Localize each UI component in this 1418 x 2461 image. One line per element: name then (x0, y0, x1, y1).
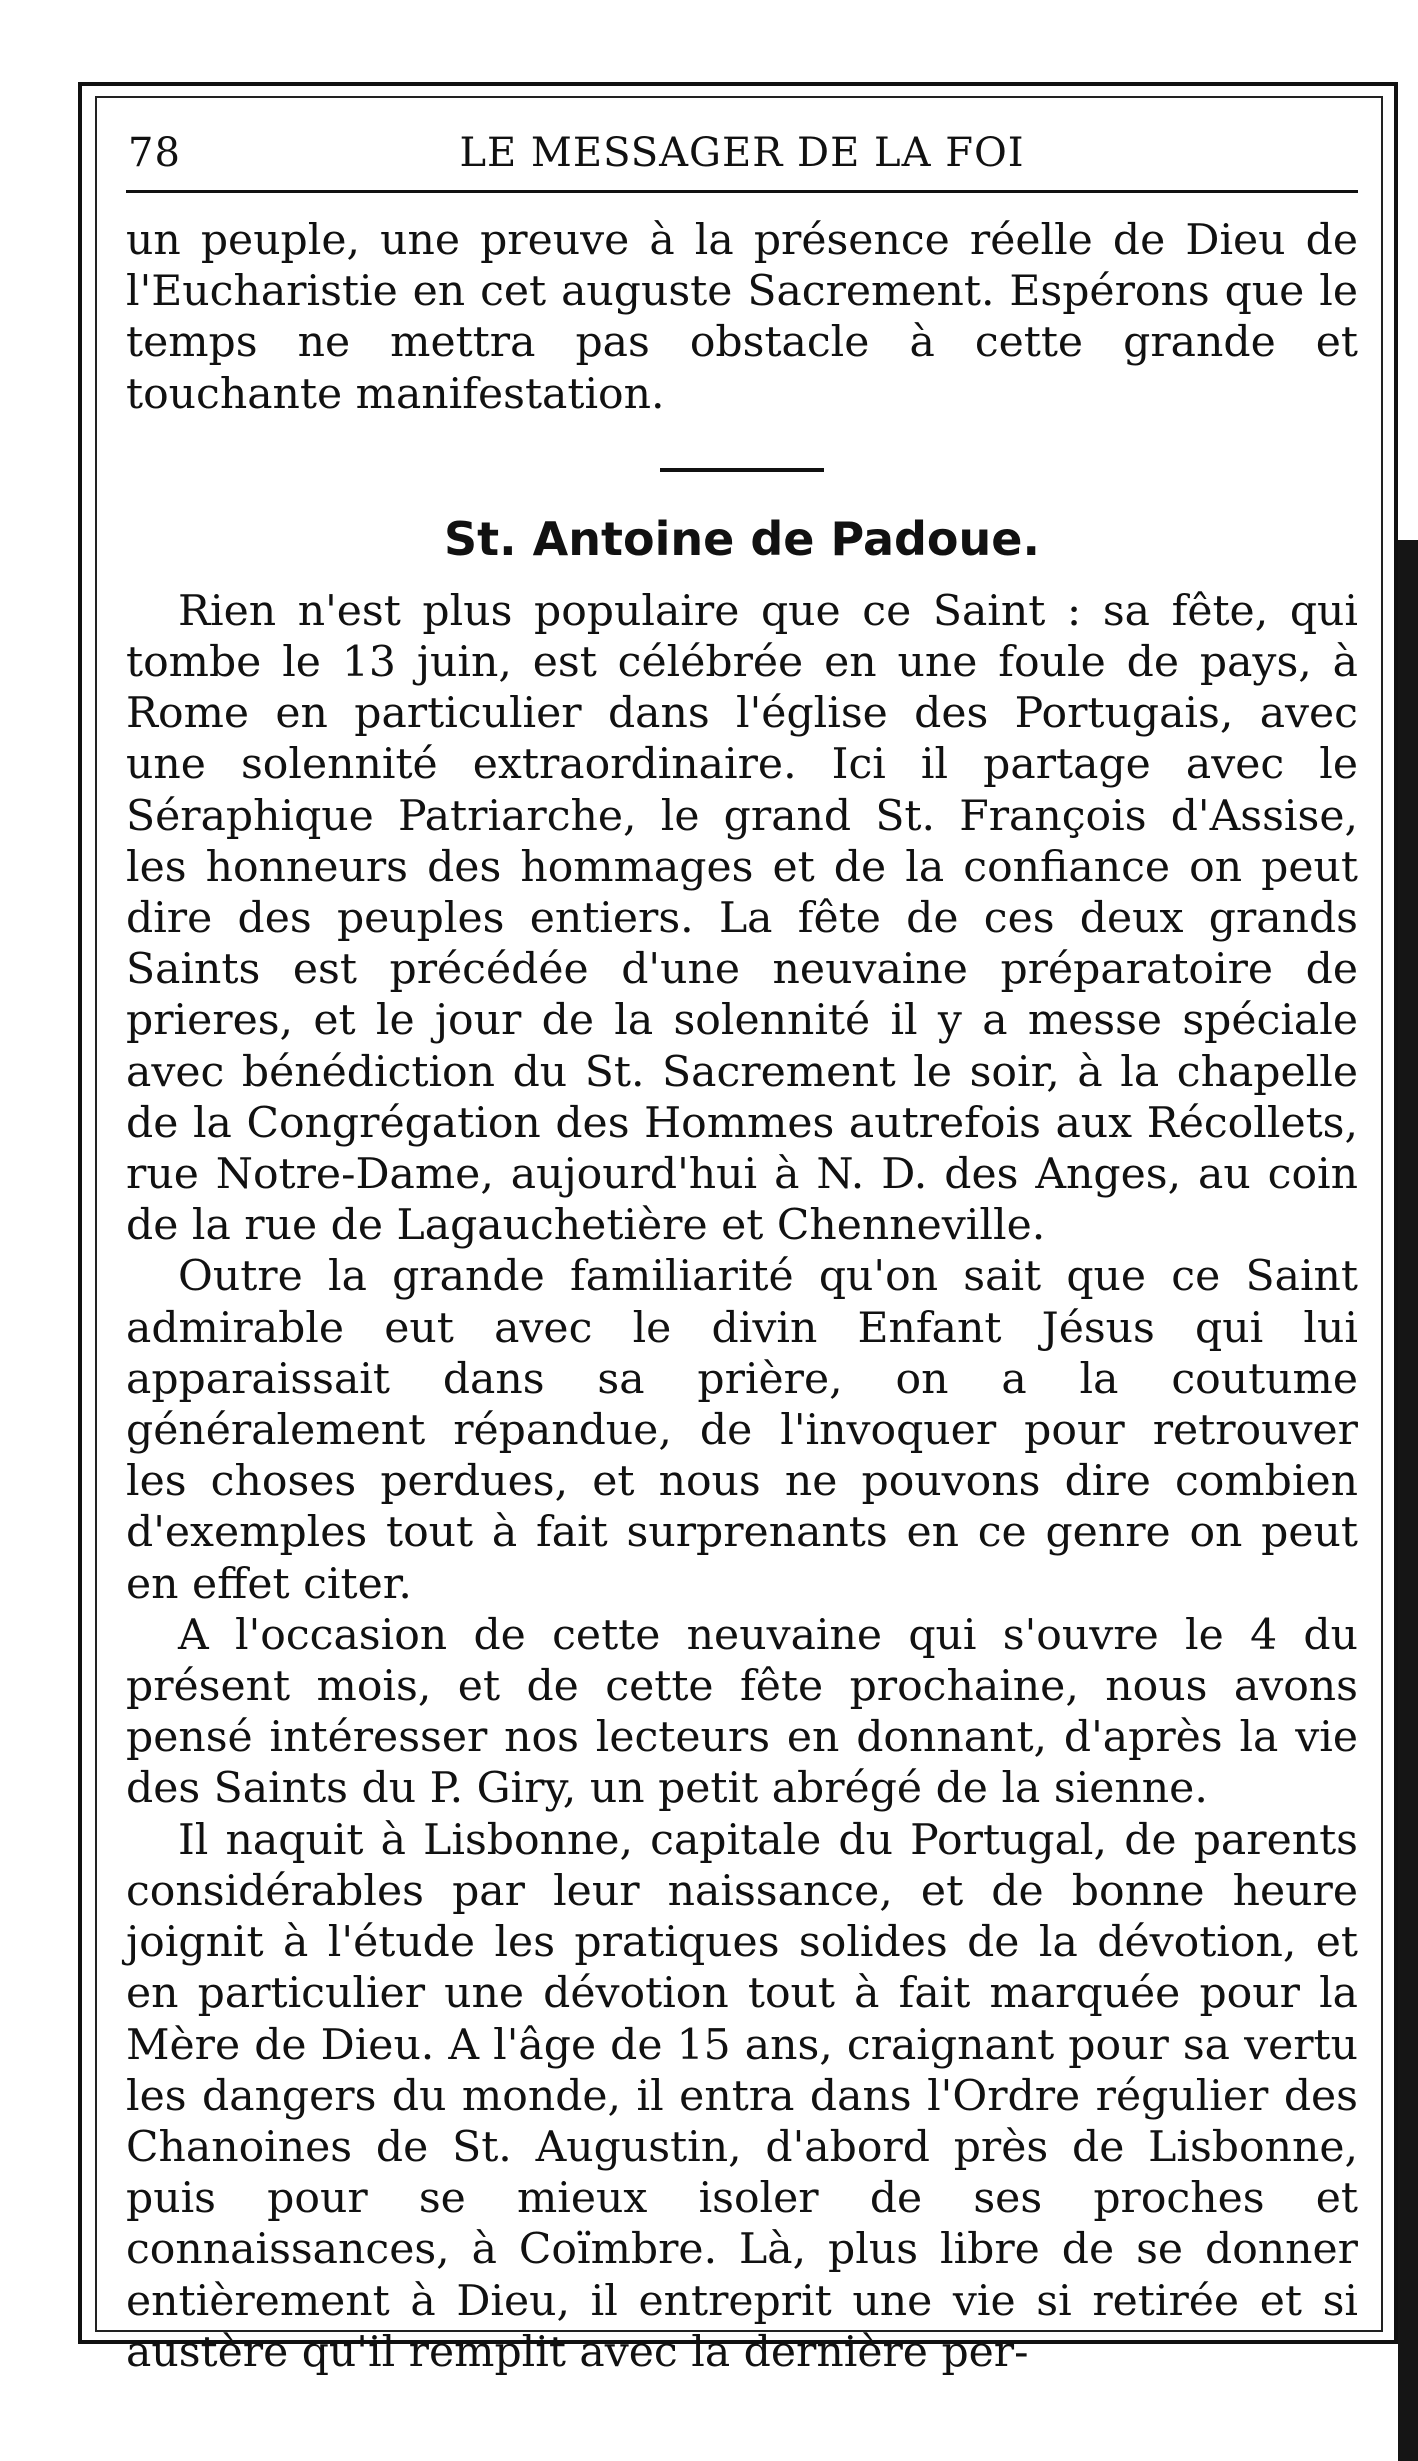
page-number: 78 (128, 130, 181, 176)
article-paragraph: Il naquit à Lisbonne, capitale du Portugal, de parents considérables par leur naissance, et de bonne heure joignit à l'étude les pratiques solides de la dévotion, et en particulier une dévotion tout à fait marquée pour la Mère de Dieu. A l'âge de 15 ans, craignant pour sa vertu les dangers du monde, il entra dans l'Ordre régulier des Chanoines de St. Augustin, d'abord près de Lisbonne, puis pour se mieux isoler de ses proches et connaissances, à Coïmbre. Là, plus libre de se donner entièrement à Dieu, il entreprit une vie si retirée et si austère qu'il remplit avec la dernière per- (126, 1815, 1358, 2377)
page-content (126, 116, 1358, 2378)
running-head (126, 116, 1358, 193)
article-paragraph: A l'occasion de cette neuvaine qui s'ouvre le 4 du présent mois, et de cette fête prochaine, nous avons pensé intéresser nos lecteurs en donnant, d'après la vie des Saints du P. Giry, un petit abrégé de la sienne. (126, 1610, 1358, 1814)
scan-edge-shadow (1398, 540, 1418, 2461)
article-paragraph: Rien n'est plus populaire que ce Saint : sa fête, qui tombe le 13 juin, est célébrée en une foule de pays, à Rome en particulier dans l'église des Portugais, avec une solennité extraordinaire. Ici il partage avec le Séraphique Patriarche, le grand St. François d'Assise, les honneurs des hommages et de la confiance on peut dire des peuples entiers. La fête de ces deux grands Saints est précédée d'une neuvaine préparatoire de prieres, et le jour de la solennité il y a messe spéciale avec bénédiction du St. Sacrement le soir, à la chapelle de la Congrégation des Hommes autrefois aux Récollets, rue Notre-Dame, aujourd'hui à N. D. des Anges, au coin de la rue de Lagauchetière et Chenneville. (126, 586, 1358, 1251)
journal-title: LE MESSAGER DE LA FOI (459, 130, 1025, 176)
section-separator-rule (660, 468, 824, 472)
page-text (126, 215, 1358, 2378)
article-title: St. Antoine de Padoue. (444, 511, 1040, 566)
continued-paragraph: un peuple, une preuve à la présence réelle de Dieu de l'Eucharistie en cet auguste Sacrement. Espérons que le temps ne mettra pas obstacle à cette grande et touchante manifestation. (126, 216, 1358, 419)
article-paragraph: Outre la grande familiarité qu'on sait que ce Saint admirable eut avec le divin Enfant Jésus qui lui apparaissait dans sa prière, on a la coutume généralement répandue, de l'invoquer pour retrouver les choses perdues, et nous ne pouvons dire combien d'exemples tout à fait surprenants en ce genre on peut en effet citer. (126, 1252, 1358, 1609)
